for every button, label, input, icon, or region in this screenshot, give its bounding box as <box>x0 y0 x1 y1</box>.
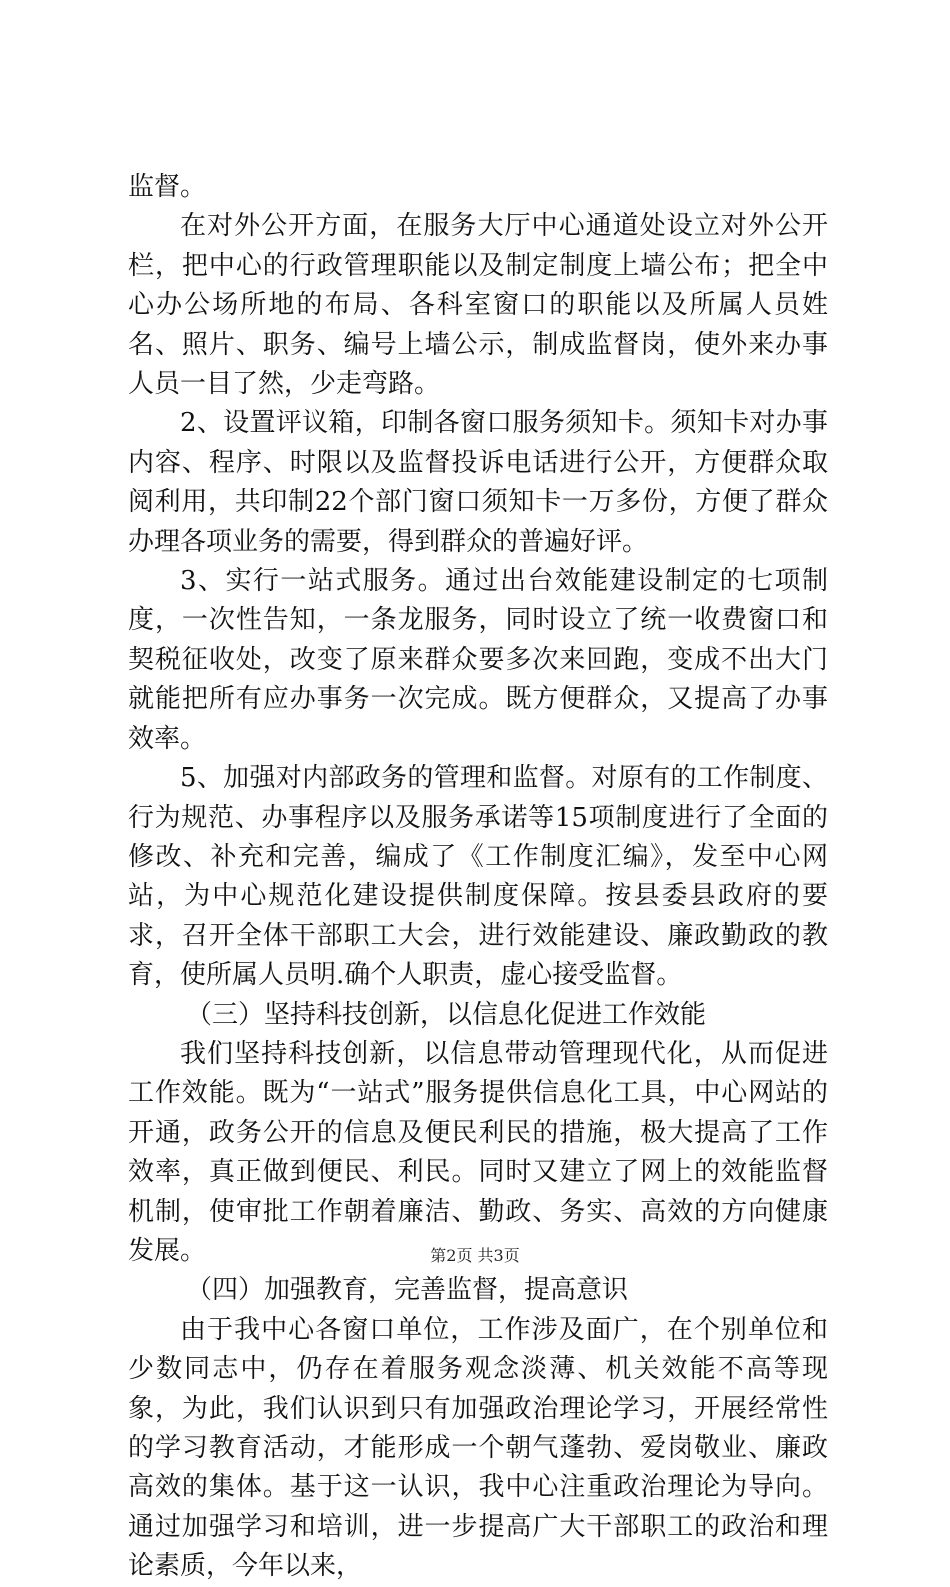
paragraph-education: 由于我中心各窗口单位，工作涉及面广，在个别单位和少数同志中，仍存在着服务观念淡薄、机关效能不高等现象，为此，我们认识到只有加强政治理论学习，开展经常性的学习教育活动，才能形成一个朝气蓬勃、爱岗敬业、廉政高效的集体。基于这一认识，我中心注重政治理论为导向。通过加强学习和培训，进一步提高广大干部职工的政治和理论素质，今年以来， <box>128 1314 828 1582</box>
page-number-footer: 第2页 共3页 <box>430 1246 520 1265</box>
section-heading-3: （三）坚持科技创新，以信息化促进工作效能 <box>186 999 707 1030</box>
paragraph-public-disclosure: 在对外公开方面，在服务大厅中心通道处设立对外公开栏，把中心的行政管理职能以及制定制度上墙公布；把全中心办公场所地的布局、各科室窗口的职能以及所属人员姓名、照片、职务、编号上墙公示，制成监督岗，使外来办事人员一目了然，少走弯路。 <box>128 211 828 400</box>
section-heading-4: （四）加强教育，完善监督，提高意识 <box>186 1275 629 1306</box>
paragraph-continuation: 监督。 <box>128 172 207 202</box>
paragraph-item-3: 3、实行一站式服务。通过出台效能建设制定的七项制度，一次性告知，一条龙服务，同时设立了统一收费窗口和契税征收处，改变了原来群众要多次来回跑，变成不出大门就能把所有应办事务一次完成。既方便群众，又提高了办事效率。 <box>128 566 828 754</box>
paragraph-item-5: 5、加强对内部政务的管理和监督。对原有的工作制度、行为规范、办事程序以及服务承诺等15项制度进行了全面的修改、补充和完善，编成了《工作制度汇编》，发至中心网站，为中心规范化建设提供制度保障。按县委县政府的要求，召开全体干部职工大会，进行效能建设、廉政勤政的教育，使所属人员明.确个人职责，虚心接受监督。 <box>128 763 828 991</box>
document-body <box>128 168 828 1587</box>
paragraph-tech-innovation: 我们坚持科技创新，以信息带动管理现代化，从而促进工作效能。既为“一站式”服务提供信息化工具，中心网站的开通，政务公开的信息及便民利民的措施，极大提高了工作效率，真正做到便民、利民。同时又建立了网上的效能监督机制，使审批工作朝着廉洁、勤政、务实、高效的方向健康发展。 <box>128 1038 828 1266</box>
paragraph-item-2: 2、设置评议箱，印制各窗口服务须知卡。须知卡对办事内容、程序、时限以及监督投诉电话进行公开，方便群众取阅利用，共印制22个部门窗口须知卡一万多份，方便了群众办理各项业务的需要，得到群众的普遍好评。 <box>128 408 828 557</box>
